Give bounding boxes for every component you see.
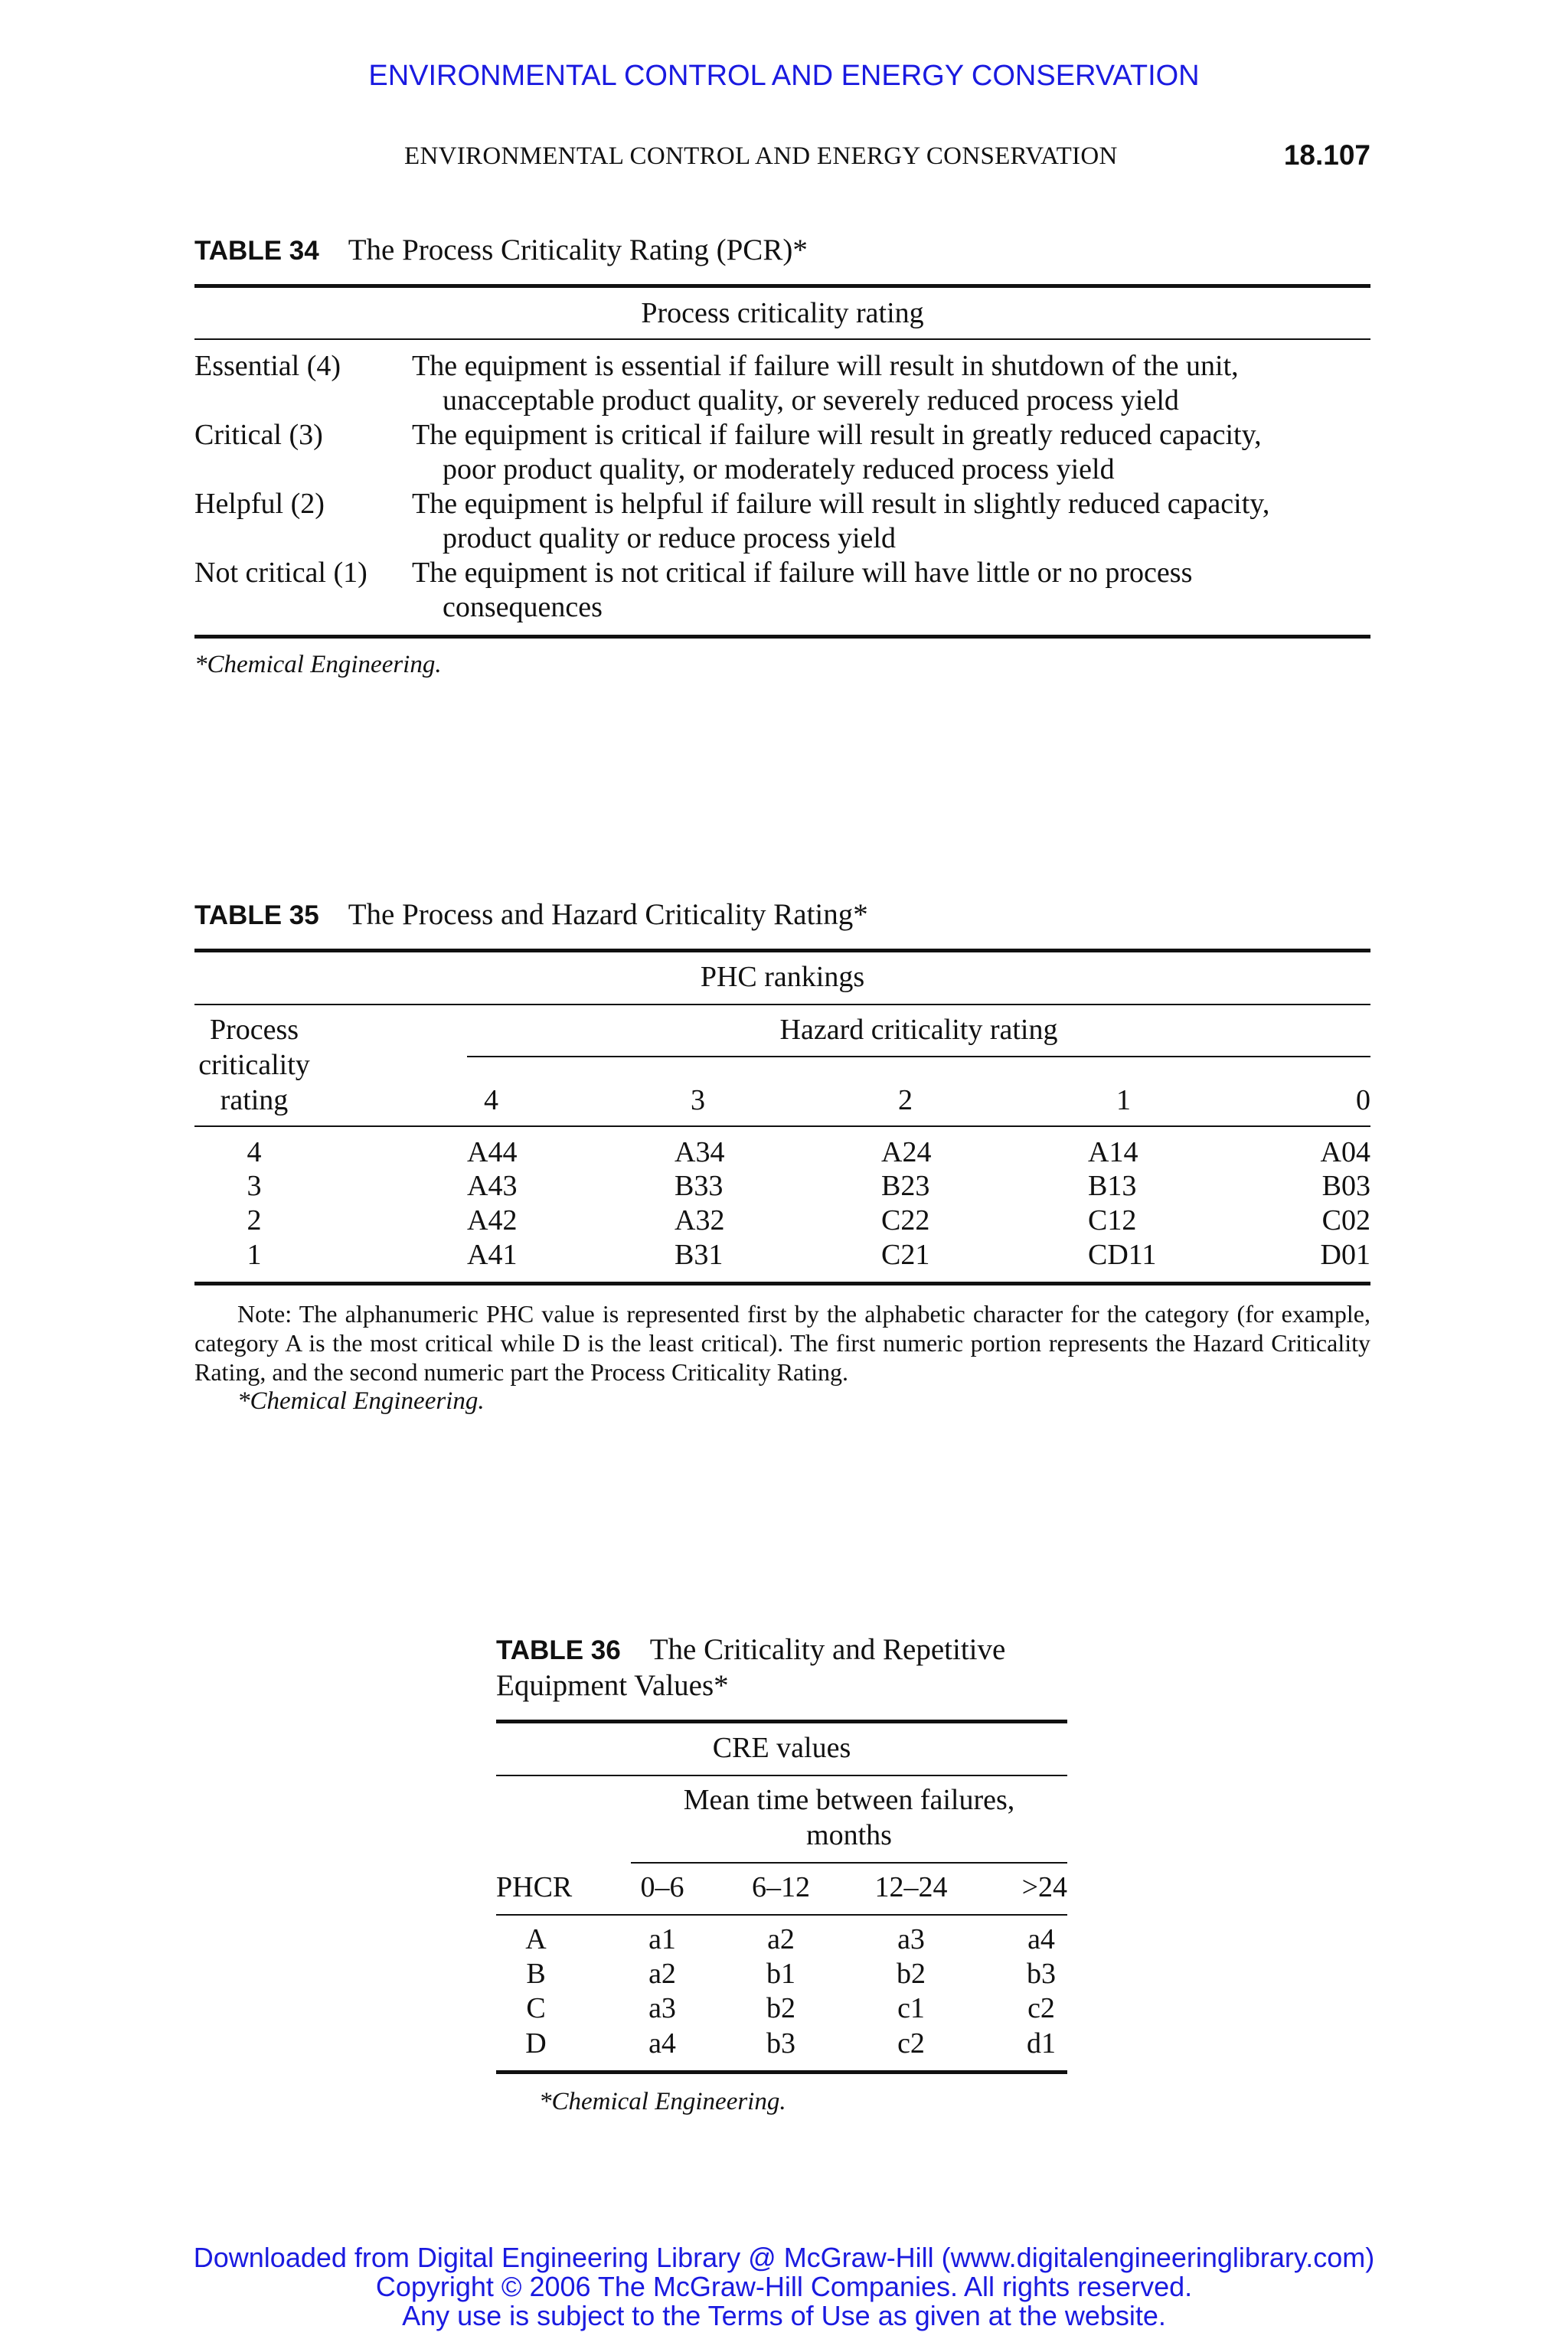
table35-row-header-line: rating xyxy=(220,1084,289,1116)
table36-group-rule xyxy=(631,1862,1067,1864)
table36-row-label: A xyxy=(525,1923,547,1955)
table36-title: The Criticality and Repetitive xyxy=(649,1633,1006,1666)
table34-description-cont: product quality or reduce process yield xyxy=(443,522,896,554)
table36-cell: a3 xyxy=(648,1992,676,2024)
table34-rating: Critical (3) xyxy=(194,419,323,451)
table35-row-header-line: criticality xyxy=(198,1049,310,1081)
table35-cell: D01 xyxy=(1320,1239,1370,1271)
table34-footnote: *Chemical Engineering. xyxy=(194,651,442,678)
table34-description-cont: poor product quality, or moderately reduced process yield xyxy=(443,453,1115,485)
table35-cell: B13 xyxy=(1088,1170,1137,1202)
table34-rating: Not critical (1) xyxy=(194,557,368,589)
table35-row-label: 4 xyxy=(247,1136,262,1168)
table34-header-rule xyxy=(194,338,1370,340)
footer-download-link[interactable]: Downloaded from Digital Engineering Library @ McGraw-Hill (www.digitalengineeringlibrary.com) xyxy=(193,2242,1375,2273)
page-number: 18.107 xyxy=(1283,139,1370,171)
table36-row-label: C xyxy=(526,1992,546,2024)
table36-cell: a2 xyxy=(767,1923,795,1955)
table36-col-header: 12–24 xyxy=(874,1871,948,1903)
table35-col-header: 1 xyxy=(1116,1084,1131,1116)
table35-cell: C02 xyxy=(1321,1204,1370,1236)
table36-row-label: B xyxy=(526,1958,546,1990)
table36-cell: c2 xyxy=(1027,1992,1055,2024)
table35-cell: CD11 xyxy=(1088,1239,1157,1271)
table36-cell: b3 xyxy=(1027,1958,1056,1990)
table35-col-header: 4 xyxy=(484,1084,498,1116)
download-footer xyxy=(0,2243,1568,2331)
table35-cell: B33 xyxy=(675,1170,724,1202)
table35-cell: C21 xyxy=(881,1239,930,1271)
table36-col-header: 6–12 xyxy=(752,1871,810,1903)
table35-row-header xyxy=(194,1012,314,1118)
table35-header-rule xyxy=(194,1004,1370,1005)
table34-top-rule xyxy=(194,284,1370,288)
table35-group-header: Hazard criticality rating xyxy=(779,1014,1058,1046)
table35-col-rule xyxy=(194,1125,1370,1127)
footer-copyright: Copyright © 2006 The McGraw-Hill Companies. All rights reserved. xyxy=(375,2271,1193,2302)
table35-col-header: 0 xyxy=(1356,1084,1370,1116)
table34-caption xyxy=(194,233,808,267)
table35-cell: B23 xyxy=(881,1170,930,1202)
table35-cell: A44 xyxy=(467,1136,518,1168)
table35-cell: C22 xyxy=(881,1204,930,1236)
table35-row-label: 1 xyxy=(247,1239,262,1271)
table36-bottom-rule xyxy=(496,2070,1067,2074)
table35-cell: A04 xyxy=(1320,1136,1370,1168)
table35-bottom-rule xyxy=(194,1282,1370,1285)
table36-cell: a4 xyxy=(1027,1923,1055,1955)
table34-description: The equipment is not critical if failure will have little or no process xyxy=(412,557,1193,589)
table36-cell: b3 xyxy=(766,2027,795,2060)
table35-cell: A43 xyxy=(467,1170,518,1202)
site-header: ENVIRONMENTAL CONTROL AND ENERGY CONSERVATION xyxy=(368,60,1200,92)
table36-title-cont: Equipment Values* xyxy=(496,1669,729,1702)
table36-cell: d1 xyxy=(1027,2027,1056,2060)
table35-note: Note: The alphanumeric PHC value is represented first by the alphabetic character for the category (for example, category A is the most critical while D is the least critical). The first numeric portion represents the Hazard Criticality Rating, and the second numeric part the Process Criticality Rating. xyxy=(194,1300,1370,1386)
table35-label: TABLE 35 xyxy=(194,900,319,930)
table35-cell: A32 xyxy=(675,1204,725,1236)
table34-description: The equipment is essential if failure will result in shutdown of the unit, xyxy=(412,350,1239,382)
table36-col-header: 0–6 xyxy=(640,1871,684,1903)
table35-row-header-line: Process xyxy=(209,1014,299,1046)
table36-footnote: *Chemical Engineering. xyxy=(539,2088,786,2115)
table34-description: The equipment is critical if failure will result in greatly reduced capacity, xyxy=(412,419,1262,451)
table36-cell: b1 xyxy=(766,1958,795,1990)
table36-cell: a4 xyxy=(648,2027,676,2060)
table36-cell: c2 xyxy=(897,2027,925,2060)
table35-caption xyxy=(194,897,868,932)
table35-cell: A14 xyxy=(1088,1136,1138,1168)
table35-footnote: *Chemical Engineering. xyxy=(237,1387,485,1415)
table34-description-cont: consequences xyxy=(443,591,603,623)
table35-row-label: 3 xyxy=(247,1170,262,1202)
table35-cell: C12 xyxy=(1088,1204,1137,1236)
table35-title: The Process and Hazard Criticality Rating* xyxy=(348,898,868,931)
table34-rating: Essential (4) xyxy=(194,350,341,382)
table36-group-header-line: months xyxy=(806,1819,892,1851)
table36-cell: a3 xyxy=(897,1923,925,1955)
footer-terms: Any use is subject to the Terms of Use as given at the website. xyxy=(402,2300,1166,2331)
table35-group-rule xyxy=(467,1056,1370,1057)
table36-group-header-line: Mean time between failures, xyxy=(683,1784,1015,1816)
running-head: ENVIRONMENTAL CONTROL AND ENERGY CONSERVATION xyxy=(404,142,1118,170)
table34-description-cont: unacceptable product quality, or severely reduced process yield xyxy=(443,384,1179,416)
table35-cell: A42 xyxy=(467,1204,518,1236)
table36-row-header: PHCR xyxy=(496,1871,573,1903)
table35-cell: A34 xyxy=(675,1136,725,1168)
table34-rating: Helpful (2) xyxy=(194,488,325,520)
table36-label: TABLE 36 xyxy=(496,1635,621,1665)
table35-col-header: 2 xyxy=(898,1084,913,1116)
table36-col-rule xyxy=(496,1914,1067,1916)
table36-row-label: D xyxy=(525,2027,547,2060)
table36-col-header: >24 xyxy=(1021,1871,1067,1903)
table36-cell: a2 xyxy=(648,1958,676,1990)
table35-row-label: 2 xyxy=(247,1204,262,1236)
table35-cell: A41 xyxy=(467,1239,518,1271)
table36-cell: a1 xyxy=(648,1923,676,1955)
table34-title: The Process Criticality Rating (PCR)* xyxy=(348,234,808,266)
table35-cell: B31 xyxy=(675,1239,724,1271)
table34-bottom-rule xyxy=(194,635,1370,639)
table36-top-rule xyxy=(496,1720,1067,1723)
table36-caption xyxy=(496,1632,1005,1704)
table36-header-rule xyxy=(496,1775,1067,1776)
table35-header: PHC rankings xyxy=(700,961,865,993)
table35-cell: B03 xyxy=(1321,1170,1370,1202)
table36-cell: b2 xyxy=(766,1992,795,2024)
table36-cell: c1 xyxy=(897,1992,925,2024)
table36-group-header xyxy=(631,1782,1067,1853)
table34-header: Process criticality rating xyxy=(641,297,924,329)
table34-label: TABLE 34 xyxy=(194,236,319,266)
table36-cell: b2 xyxy=(897,1958,926,1990)
table36-header: CRE values xyxy=(712,1732,851,1764)
table34-description: The equipment is helpful if failure will result in slightly reduced capacity, xyxy=(412,488,1270,520)
table35-col-header: 3 xyxy=(691,1084,705,1116)
table35-cell: A24 xyxy=(881,1136,932,1168)
table35-top-rule xyxy=(194,949,1370,952)
